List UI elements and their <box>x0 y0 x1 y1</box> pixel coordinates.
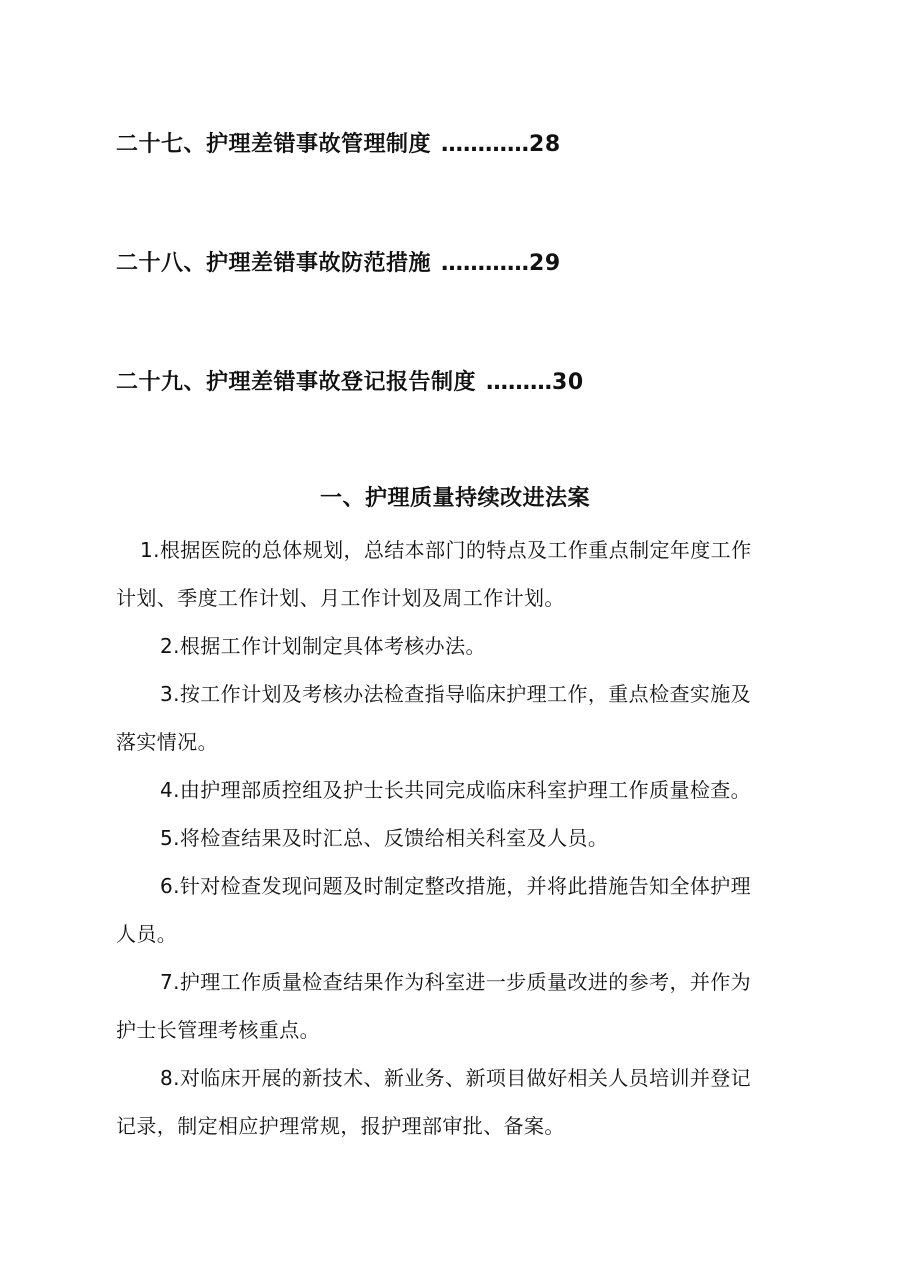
toc-entry-title: 二十九、护理差错事故登记报告制度 <box>116 370 477 395</box>
paragraph-line: 5.将检查结果及时汇总、反馈给相关科室及人员。 <box>160 826 609 850</box>
paragraph-line: 护士长管理考核重点。 <box>116 1018 320 1042</box>
paragraph-8 <box>116 1054 784 1150</box>
paragraph-line: 人员。 <box>116 922 178 946</box>
toc-entry-title: 二十七、护理差错事故管理制度 <box>116 132 432 157</box>
paragraph-line: 6.针对检查发现问题及时制定整改措施，并将此措施告知全体护理 <box>160 874 752 898</box>
paragraph-line: 8.对临床开展的新技术、新业务、新项目做好相关人员培训并登记 <box>160 1066 752 1090</box>
paragraph-line: 落实情况。 <box>116 730 218 754</box>
paragraph-line: 7.护理工作质量检查结果作为科室进一步质量改进的参考，并作为 <box>160 970 752 994</box>
toc-entry-29[interactable] <box>116 368 584 398</box>
toc-entry-leader: ………… <box>441 251 530 276</box>
toc-entry-page: 28 <box>529 132 561 157</box>
paragraph-line: 2.根据工作计划制定具体考核办法。 <box>160 634 486 658</box>
paragraph-line: 记录，制定相应护理常规，报护理部审批、备案。 <box>116 1114 565 1138</box>
paragraph-3 <box>116 670 784 766</box>
section-heading: 一、护理质量持续改进法案 <box>319 486 590 511</box>
toc-entry-page: 30 <box>552 370 584 395</box>
toc-entry-28[interactable] <box>116 249 561 279</box>
paragraph-2 <box>116 622 784 670</box>
toc-entry-page: 29 <box>529 251 561 276</box>
paragraph-5 <box>116 814 784 862</box>
paragraph-7 <box>116 958 784 1054</box>
paragraph-4 <box>116 766 784 814</box>
paragraph-line: 计划、季度工作计划、月工作计划及周工作计划。 <box>116 586 565 610</box>
paragraph-line: 1.根据医院的总体规划，总结本部门的特点及工作重点制定年度工作 <box>140 538 752 562</box>
paragraph-line: 3.按工作计划及考核办法检查指导临床护理工作，重点检查实施及 <box>160 682 752 706</box>
paragraph-6 <box>116 862 784 958</box>
toc-entry-27[interactable] <box>116 130 561 160</box>
paragraph-1 <box>116 526 784 622</box>
toc-entry-leader: ……… <box>486 370 553 395</box>
paragraph-line: 4.由护理部质控组及护士长共同完成临床科室护理工作质量检查。 <box>160 778 752 802</box>
toc-entry-title: 二十八、护理差错事故防范措施 <box>116 251 432 276</box>
toc-entry-leader: ………… <box>441 132 530 157</box>
